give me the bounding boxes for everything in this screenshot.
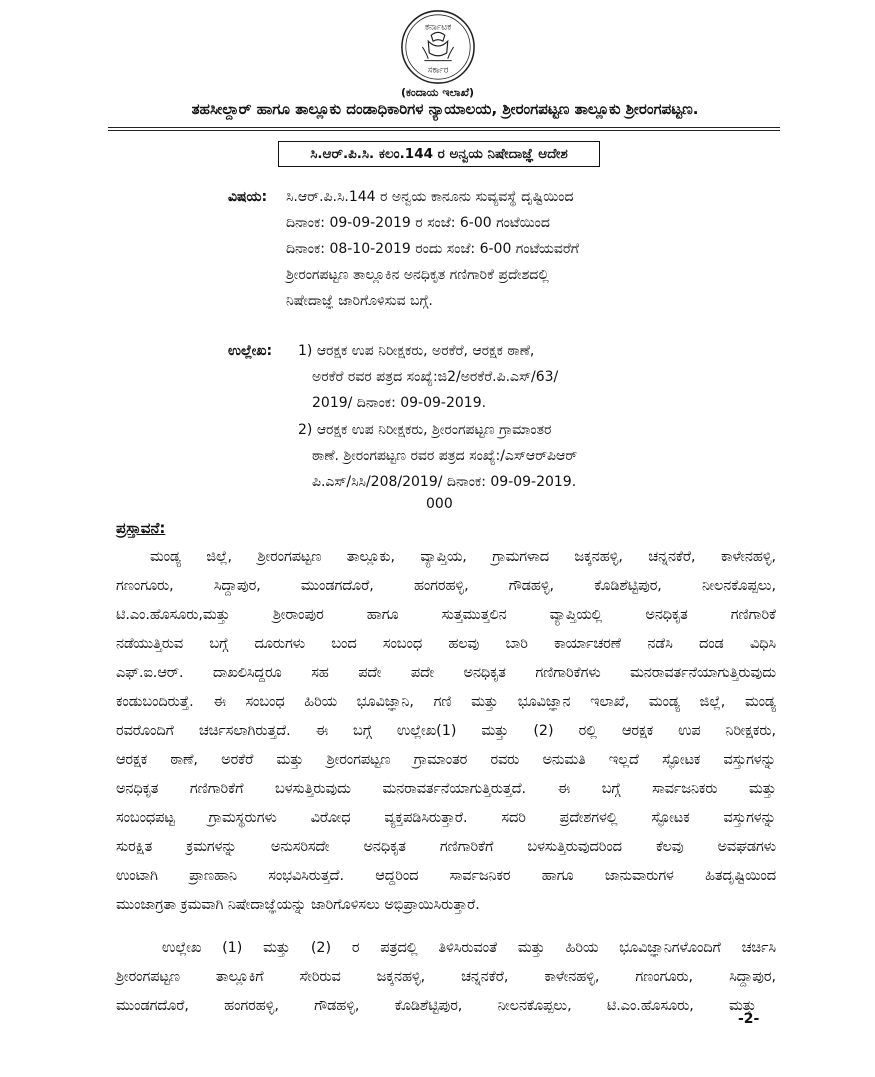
- header-rule-2: [108, 130, 780, 131]
- subject-line: ನಿಷೇದಾಜ್ಞೆ ಜಾರಿಗೊಳಿಸುವ ಬಗ್ಗೆ.: [286, 293, 433, 309]
- paragraph-line: ಎಫ್.ಐ.ಆರ್. ದಾಖಲಿಸಿದ್ದರೂ ಸಹ ಪದೇ ಪದೇ ಅನಧಿಕೃತ ಗಣಿಗಾರಿಕೆಗಳು ಮನರಾವರ್ತನೆಯಾಗುತ್ತಿರುವುದು: [116, 665, 776, 681]
- subject-line: ಸಿ.ಆರ್.ಪಿ.ಸಿ.144 ರ ಅನ್ವಯ ಕಾನೂನು ಸುವ್ಯವಸ್ಥೆ ದೃಷ್ಟಿಯಿಂದ: [286, 189, 574, 205]
- seal-text-top: ಕರ್ನಾಟಕ: [424, 22, 452, 33]
- paragraph-line: ಶ್ರೀರಂಗಪಟ್ಟಣ ತಾಲ್ಲೂಕಿಗೆ ಸೇರಿರುವ ಜಕ್ಕನಹಳ್ಳಿ, ಚನ್ನನಕೆರೆ, ಕಾಳೇನಹಳ್ಳಿ, ಗಣಂಗೂರು, ಸಿದ್ದಾಪುರ,: [116, 969, 776, 985]
- paragraph-line: ರವರೊಂದಿಗೆ ಚರ್ಚಿಸಲಾಗಿರುತ್ತದೆ. ಈ ಬಗ್ಗೆ ಉಲ್ಲೇಖ(1) ಮತ್ತು (2) ರಲ್ಲಿ ಆರಕ್ಷಕ ಉಪ ನಿರೀಕ್ಷಕರು,: [116, 723, 776, 739]
- reference-line: ಠಾಣೆ. ಶ್ರೀರಂಗಪಟ್ಟಣ ರವರ ಪತ್ರದ ಸಂಖ್ಯೆ:/ಎಸ್‌ಆರ್‌ಪಿಆರ್: [312, 448, 578, 464]
- seal-text-bottom: ಸರ್ಕಾರ: [427, 65, 449, 76]
- paragraph-line: ಗಣಂಗೂರು, ಸಿದ್ದಾಪುರ, ಮುಂಡಗದೊರೆ, ಹಂಗರಹಳ್ಳಿ, ಗೌಡಹಳ್ಳಿ, ಕೊಡಿಶೆಟ್ಟಿಪುರ, ನೀಲನಕೊಪ್ಪಲು,: [116, 578, 776, 594]
- reference-line: ಅರಕೆರೆ ರವರ ಪತ್ರದ ಸಂಖ್ಯೆ:ಜಿ2/ಅರಕೆರೆ.ಪಿ.ಎಸ್/63/: [312, 369, 559, 385]
- paragraph-line: ಸಂಬಂಧಪಟ್ಟ ಗ್ರಾಮಸ್ಥರುಗಳು ವಿರೋಧ ವ್ಯಕ್ತಪಡಿಸಿರುತ್ತಾರೆ. ಸದರಿ ಪ್ರದೇಶಗಳಲ್ಲಿ ಸ್ಫೋಟಕ ವಸ್ತುಗಳನ್ನು: [116, 810, 776, 826]
- paragraph-line: ಟಿ.ಎಂ.ಹೊಸೂರು,ಮತ್ತು ಶ್ರೀರಾಂಪುರ ಹಾಗೂ ಸುತ್ತಮುತ್ತಲಿನ ವ್ಯಾಪ್ತಿಯಲ್ಲಿ ಅನಧಿಕೃತ ಗಣಿಗಾರಿಕೆ: [116, 607, 776, 623]
- page-number: -2-: [738, 1011, 760, 1027]
- paragraph-line: ಉಲ್ಲೇಖ (1) ಮತ್ತು (2) ರ ಪತ್ರದಲ್ಲಿ ತಿಳಿಸಿರುವಂತೆ ಮತ್ತು ಹಿರಿಯ ಭೂವಿಜ್ಞಾನಿಗಳೊಂದಿಗೆ ಚರ್ಚಿಸಿ: [162, 940, 776, 956]
- paragraph-line: ಮುಂಜಾಗ್ರತಾ ಕ್ರಮವಾಗಿ ನಿಷೇದಾಜ್ಞೆಯನ್ನು ಜಾರಿಗೊಳಿಸಲು ಅಭಿಪ್ರಾಯಿಸಿರುತ್ತಾರೆ.: [116, 897, 480, 913]
- reference-line: ಪಿ.ಎಸ್/ಸಿಸಿ/208/2019/ ದಿನಾಂಕ: 09-09-2019.: [312, 474, 577, 490]
- department-name: (ಕಂದಾಯ ಇಲಾಖೆ): [400, 86, 475, 99]
- paragraph-line: ನಡೆಯುತ್ತಿರುವ ಬಗ್ಗೆ ದೂರುಗಳು ಬಂದ ಸಂಬಂಧ ಹಲವು ಬಾರಿ ಕಾರ್ಯಾಚರಣೆ ನಡೆಸಿ ದಂಡ ವಿಧಿಸಿ: [116, 636, 776, 652]
- paragraph-line: ಮಂಡ್ಯ ಜಿಲ್ಲೆ, ಶ್ರೀರಂಗಪಟ್ಟಣ ತಾಲ್ಲೂಕು, ವ್ಯಾಪ್ತಿಯ, ಗ್ರಾಮಗಳಾದ ಜಕ್ಕನಹಳ್ಳಿ, ಚನ್ನನಕೆರೆ, ಕಾಳೇನಹಳ್ಳಿ,: [150, 549, 776, 565]
- order-title-box: ಸಿ.ಆರ್.ಪಿ.ಸಿ. ಕಲಂ.144 ರ ಅನ್ವಯ ನಿಷೇದಾಜ್ಞೆ ಆದೇಶ: [278, 141, 600, 167]
- subject-line: ಶ್ರೀರಂಗಪಟ್ಟಣ ತಾಲ್ಲೂಕಿನ ಅನಧಿಕೃತ ಗಣಿಗಾರಿಕೆ ಪ್ರದೇಶದಲ್ಲಿ: [286, 267, 549, 283]
- subject-label: ವಿಷಯ:: [228, 189, 268, 205]
- paragraph-line: ಅನಧಿಕೃತ ಗಣಿಗಾರಿಕೆಗೆ ಬಳಸುತ್ತಿರುವುದು ಮನರಾವರ್ತನೆಯಾಗುತ್ತಿರುತ್ತದೆ. ಈ ಬಗ್ಗೆ ಸಾರ್ವಜನಿಕರು ಮತ್ತು: [116, 781, 776, 797]
- paragraph-line: ಕಂಡುಬಂದಿರುತ್ತೆ. ಈ ಸಂಬಂಧ ಹಿರಿಯ ಭೂವಿಜ್ಞಾನಿ, ಗಣಿ ಮತ್ತು ಭೂವಿಜ್ಞಾನ ಇಲಾಖೆ, ಮಂಡ್ಯ ಜಿಲ್ಲೆ, ಮಂಡ್ಯ: [116, 694, 776, 710]
- paragraph-line: ಮುಂಡಗದೊರೆ, ಹಂಗರಹಳ್ಳಿ, ಗೌಡಹಳ್ಳಿ, ಕೊಡಿಶೆಟ್ಟಿಪುರ, ನೀಲನಕೊಪ್ಪಲು, ಟಿ.ಎಂ.ಹೊಸೂರು, ಮತ್ತು: [116, 998, 756, 1014]
- section-separator: 000: [426, 496, 453, 512]
- government-seal-icon: [399, 8, 477, 86]
- court-title: ತಹಸೀಲ್ದಾರ್ ಹಾಗೂ ತಾಲ್ಲೂಕು ದಂಡಾಧಿಕಾರಿಗಳ ನ್ಯಾಯಾಲಯ, ಶ್ರೀರಂಗಪಟ್ಟಣ ತಾಲ್ಲೂಕು ಶ್ರೀರಂಗಪಟ್ಟಣ.: [191, 100, 699, 118]
- reference-line: 2019/ ದಿನಾಂಕ: 09-09-2019.: [312, 395, 487, 411]
- reference-line: 2) ಆರಕ್ಷಕ ಉಪ ನಿರೀಕ್ಷಕರು, ಶ್ರೀರಂಗಪಟ್ಟಣ ಗ್ರಾಮಾಂತರ: [298, 422, 552, 438]
- reference-label: ಉಲ್ಲೇಖ:: [228, 343, 273, 359]
- subject-line: ದಿನಾಂಕ: 09-09-2019 ರ ಸಂಜೆ: 6-00 ಗಂಟೆಯಿಂದ: [286, 215, 550, 231]
- reference-line: 1) ಆರಕ್ಷಕ ಉಪ ನಿರೀಕ್ಷಕರು, ಅರಕೆರೆ, ಆರಕ್ಷಕ ಠಾಣೆ,: [298, 343, 535, 359]
- header-rule: [108, 127, 780, 128]
- preamble-heading: ಪ್ರಸ್ತಾವನೆ:: [116, 519, 166, 537]
- paragraph-line: ಆರಕ್ಷಕ ಠಾಣೆ, ಅರಕೆರೆ ಮತ್ತು ಶ್ರೀರಂಗಪಟ್ಟಣ ಗ್ರಾಮಾಂತರ ರವರು ಅನುಮತಿ ಇಲ್ಲದೆ ಸ್ಫೋಟಕ ವಸ್ತುಗಳನ್ನು: [116, 752, 776, 768]
- subject-line: ದಿನಾಂಕ: 08-10-2019 ರಂದು ಸಂಜೆ: 6-00 ಗಂಟೆಯವರೆಗೆ: [286, 241, 579, 257]
- paragraph-line: ಸುರಕ್ಷಿತ ಕ್ರಮಗಳನ್ನು ಅನುಸರಿಸದೇ ಅನಧಿಕೃತ ಗಣಿಗಾರಿಕೆಗೆ ಬಳಸುತ್ತಿರುವುದರಿಂದ ಕೆಲವು ಅವಘಡಗಳು: [116, 839, 776, 855]
- paragraph-line: ಉಂಟಾಗಿ ಪ್ರಾಣಹಾನಿ ಸಂಭವಿಸಿರುತ್ತದೆ. ಆದ್ದರಿಂದ ಸಾರ್ವಜನಿಕರ ಹಾಗೂ ಜಾನುವಾರುಗಳ ಹಿತದೃಷ್ಟಿಯಿಂದ: [116, 868, 776, 884]
